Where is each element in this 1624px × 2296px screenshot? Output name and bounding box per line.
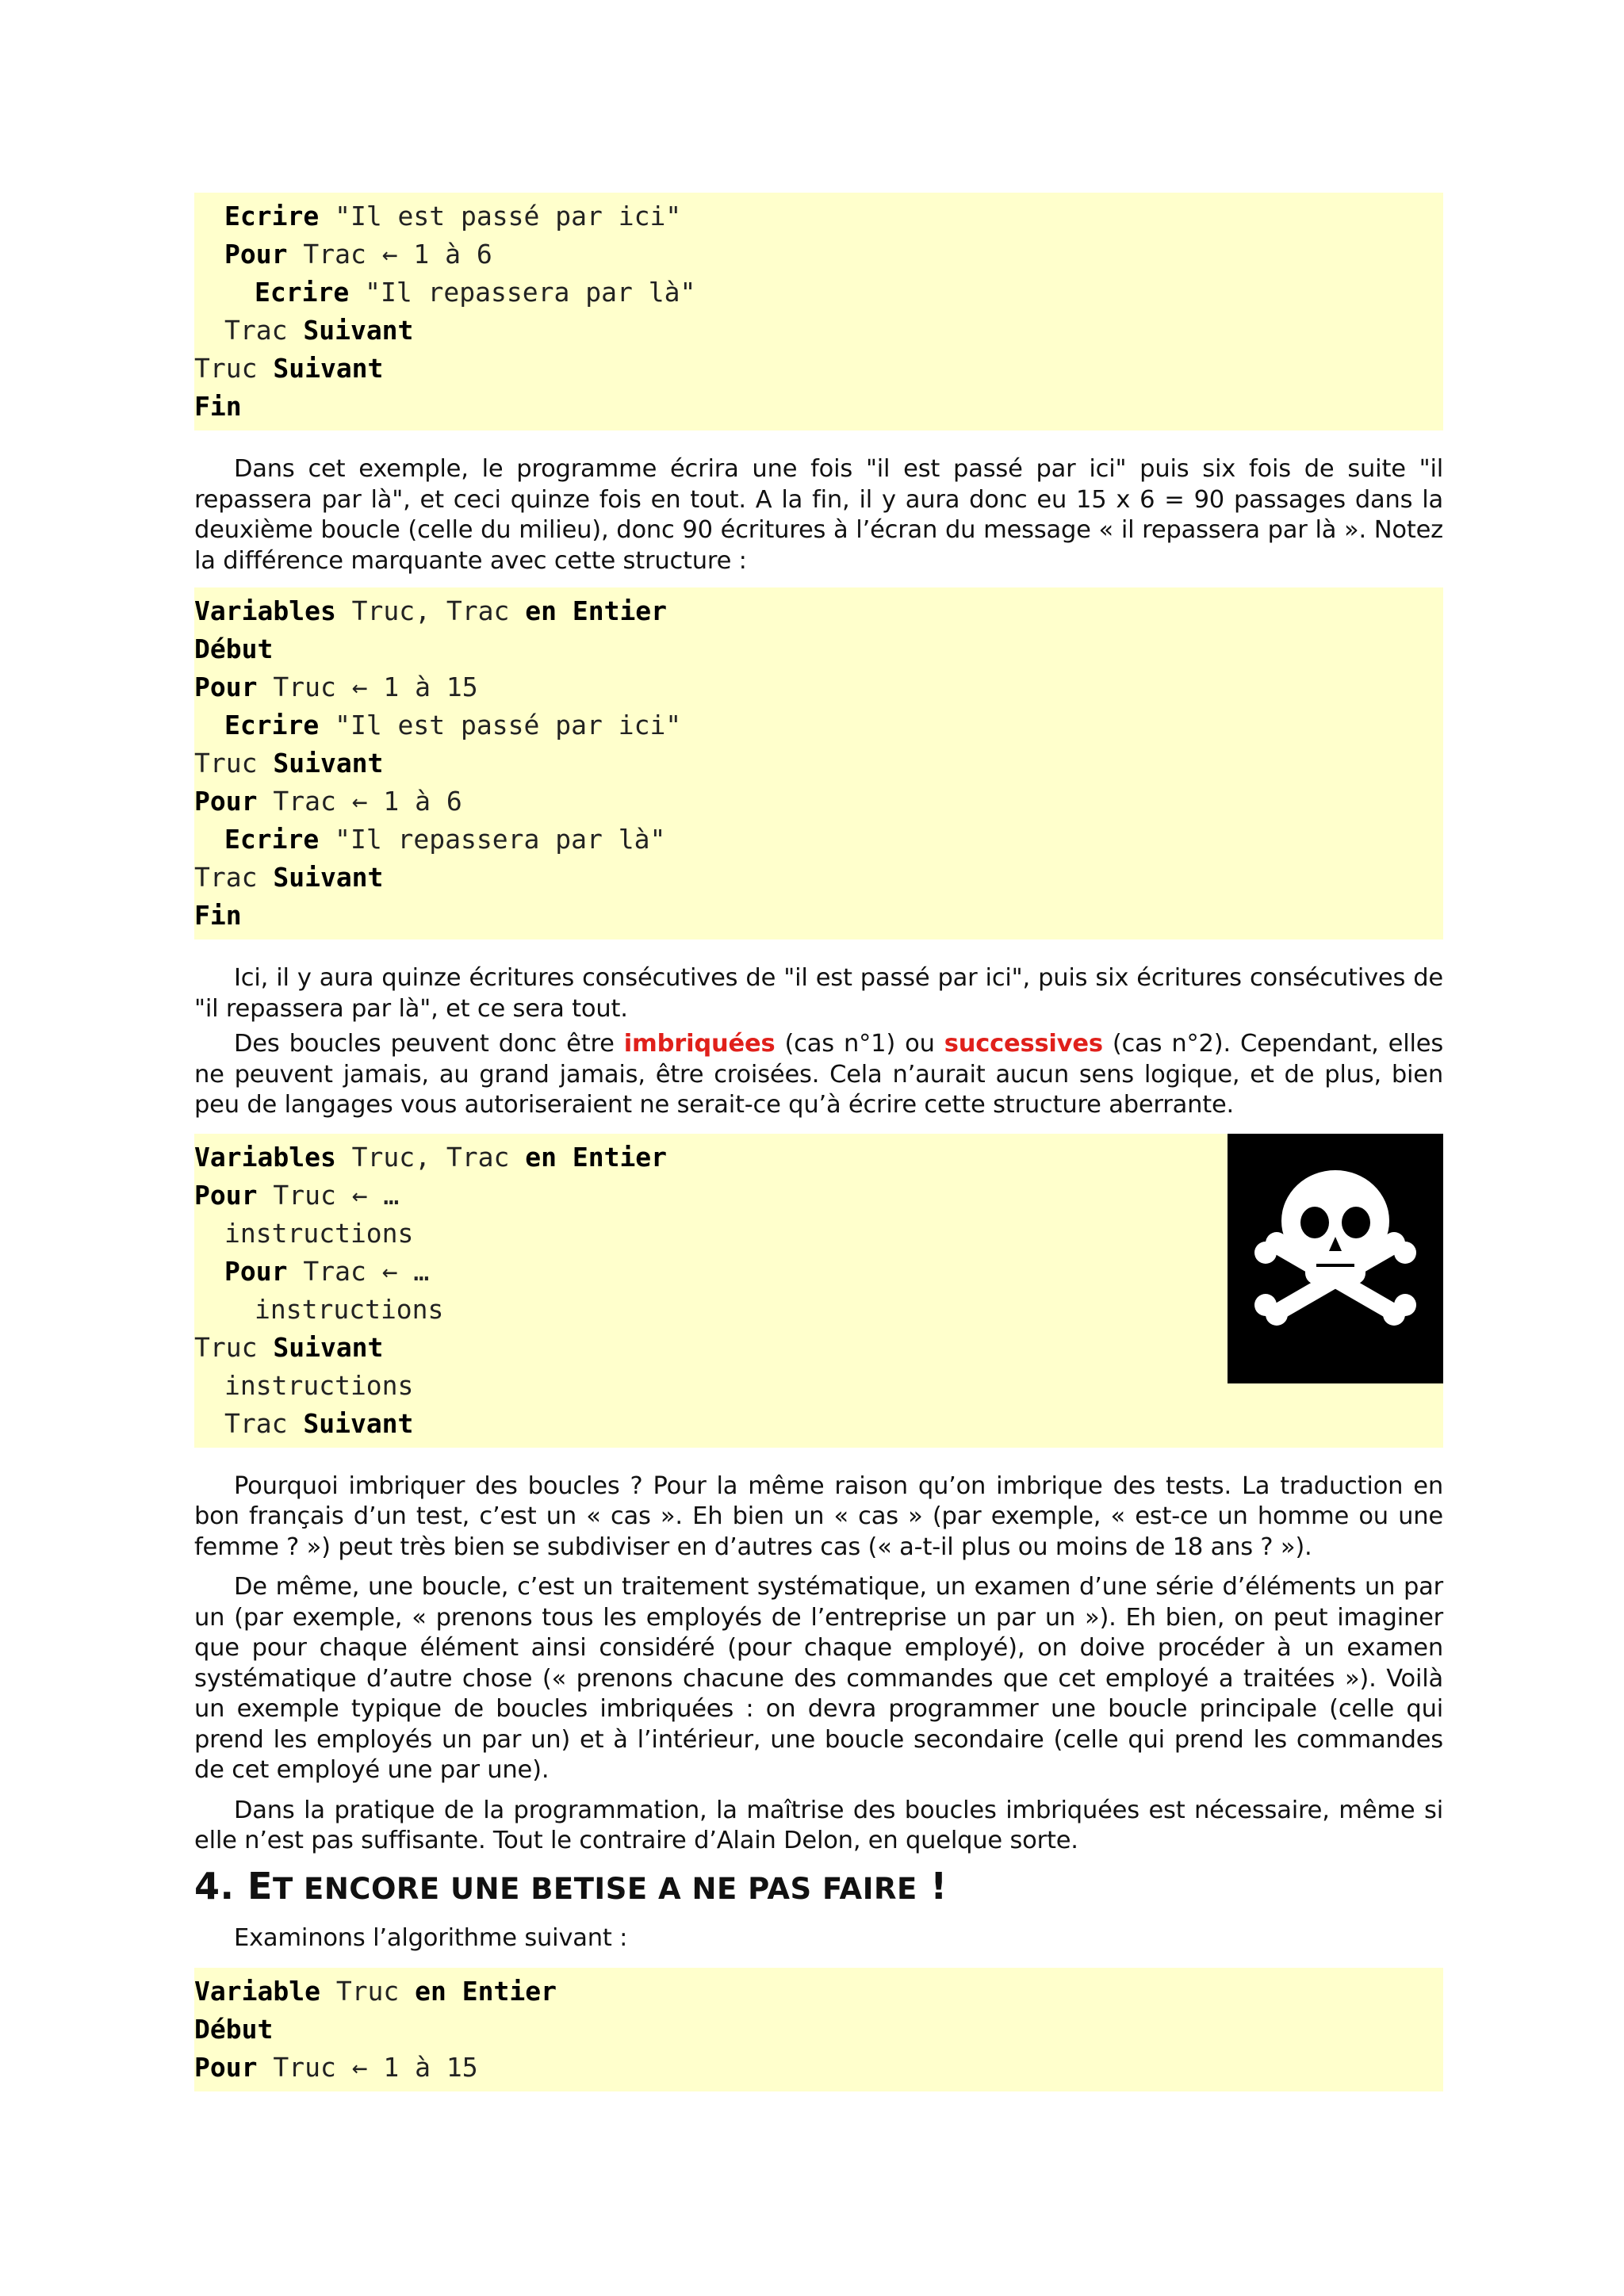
code-text: Truc	[320, 1976, 416, 2007]
code-keyword: Pour	[194, 786, 258, 817]
code-text: instructions	[224, 1369, 414, 1401]
code-text: Truc	[194, 748, 274, 779]
code-keyword: Début	[194, 2014, 274, 2045]
code-keyword: Variable	[194, 1976, 320, 2007]
code-line	[194, 350, 1443, 388]
code-keyword: en Entier	[525, 595, 668, 626]
paragraph-practice: Dans la pratique de la programmation, la maîtrise des boucles imbriquées est nécessaire, même si elle n’est pas suffisante. Tout le contraire d’Alain Delon, en quelque sorte.	[194, 1796, 1443, 1854]
code-keyword: en Entier	[415, 1976, 557, 2007]
code-keyword: Début	[194, 633, 274, 664]
code-text: Trac	[224, 1407, 304, 1439]
code-text: Truc	[194, 353, 274, 384]
paragraph-examine: Examinons l’algorithme suivant :	[234, 1923, 628, 1952]
code-text: instructions	[224, 1217, 414, 1249]
document-page	[194, 193, 1443, 2091]
code-keyword: Variables	[194, 1141, 336, 1173]
code-keyword: Ecrire	[255, 277, 350, 308]
code-text: Truc ← 1 à 15	[257, 2052, 478, 2083]
code-line	[194, 235, 1443, 274]
code-line	[194, 897, 1443, 935]
code-line	[194, 2049, 1443, 2087]
paragraph-crossed-loops	[194, 1029, 1443, 1121]
code-block-next-algorithm	[194, 1968, 1443, 2091]
highlight-successives: successives	[944, 1030, 1103, 1058]
paragraph-explanation-nested: Dans cet exemple, le programme écrira une fois "il est passé par ici" puis six fois de suite "il repassera par là", et ceci quinze fois en tout. A la fin, il y aura donc eu 15 x 6 = 90 passages dans la deuxième boucle (celle du milieu), donc 90 écritures à l’écran du message « il repassera par là ». Notez la différence marquante avec cette structure :	[194, 455, 1443, 575]
code-line	[194, 630, 1443, 668]
code-keyword: Suivant	[273, 353, 384, 384]
code-text: Trac	[224, 315, 304, 346]
code-line	[194, 706, 1443, 744]
code-block-successive-loops	[194, 587, 1443, 939]
code-text: Trac ← …	[287, 1255, 430, 1287]
code-text: Trac	[194, 862, 274, 893]
code-text: "Il est passé par ici"	[319, 710, 682, 740]
code-keyword: en Entier	[525, 1141, 668, 1173]
para3-text-a: Des boucles peuvent donc être	[234, 1030, 624, 1058]
section-heading	[194, 1865, 1443, 1908]
code-keyword: Ecrire	[224, 201, 320, 232]
code-keyword: Pour	[224, 239, 288, 270]
code-keyword: Variables	[194, 595, 336, 626]
code-keyword: Ecrire	[224, 824, 320, 855]
code-text: "Il repassera par là"	[349, 277, 696, 308]
para3-text-b: (cas n°1) ou	[775, 1030, 944, 1058]
code-keyword: Ecrire	[224, 710, 320, 740]
code-line	[194, 783, 1443, 821]
code-text: Truc, Trac	[335, 1141, 526, 1173]
heading-first-letter: E	[247, 1864, 273, 1908]
code-line	[194, 592, 1443, 630]
code-text: Truc ← …	[257, 1179, 400, 1211]
highlight-imbriquees: imbriquées	[623, 1030, 776, 1058]
heading-end: !	[917, 1864, 948, 1908]
code-text: Trac ← 1 à 6	[287, 239, 492, 270]
code-keyword: Suivant	[273, 748, 384, 779]
code-text: Trac ← 1 à 6	[257, 786, 462, 817]
skull-and-crossbones-icon	[1228, 1134, 1443, 1383]
paragraph-successive-result: Ici, il y aura quinze écritures consécutives de "il est passé par ici", puis six écritures consécutives de "il repassera par là", et ce sera tout.	[194, 964, 1443, 1023]
heading-rest: T ENCORE UNE BETISE A NE PAS FAIRE	[272, 1871, 917, 1906]
code-keyword: Fin	[194, 900, 242, 931]
code-text: Truc	[194, 1331, 274, 1363]
code-line	[194, 2011, 1443, 2049]
code-line	[194, 668, 1443, 706]
code-text: "Il repassera par là"	[319, 824, 666, 855]
heading-number: 4.	[194, 1864, 247, 1908]
paragraph-why-nest: Pourquoi imbriquer des boucles ? Pour la même raison qu’on imbrique des tests. La traduction en bon français d’un test, c’est un « cas ». Eh bien un « cas » (par exemple, « est-ce un homme ou une femme ? ») peut très bien se subdiviser en d’autres cas (« a-t-il plus ou moins de 18 ans ? »).	[194, 1471, 1443, 1561]
paragraph-systematic-loop: De même, une boucle, c’est un traitement systématique, un examen d’une série d’éléments un par un (par exemple, « prenons tous les employés de l’entreprise un par un »). Eh bien, on peut imaginer que pour chaque élément ainsi considéré (pour chaque employé), on doive procéder à un examen systématique d’autre chose (« prenons chacune des commandes que cet employé a traitées »). Voilà un exemple typique de boucles imbriquées : on devra programmer une boucle principale (celle qui prend les employés un par un) et à l’intérieur, une boucle secondaire (celle qui prend les commandes de cet employé une par une).	[194, 1573, 1443, 1784]
code-keyword: Pour	[194, 672, 258, 702]
code-keyword: Suivant	[273, 1331, 384, 1363]
code-text: Truc ← 1 à 15	[257, 672, 478, 702]
code-line	[194, 312, 1443, 350]
code-keyword: Suivant	[303, 1407, 414, 1439]
code-line	[194, 388, 1443, 426]
code-keyword: Pour	[224, 1255, 288, 1287]
code-text: Truc, Trac	[335, 595, 526, 626]
code-line	[194, 821, 1443, 859]
code-keyword: Pour	[194, 1179, 258, 1211]
code-keyword: Fin	[194, 391, 242, 422]
crossed-loops-block	[194, 1134, 1443, 1448]
code-keyword: Suivant	[303, 315, 414, 346]
code-line	[194, 744, 1443, 783]
code-line	[194, 1973, 1443, 2011]
code-text: instructions	[255, 1293, 444, 1325]
code-keyword: Pour	[194, 2052, 258, 2083]
code-text: "Il est passé par ici"	[319, 201, 682, 232]
code-block-nested-loop	[194, 193, 1443, 430]
code-line	[194, 274, 1443, 312]
code-line	[194, 859, 1443, 897]
code-line	[194, 1405, 1443, 1443]
code-keyword: Suivant	[273, 862, 384, 893]
code-line	[194, 197, 1443, 235]
para3-text-c: (cas n°2). Cependant, elles ne peuvent jamais, au grand jamais, être croisées. Cela n’aurait aucun sens logique, et de plus, bien peu de langages vous autoriseraient ne serait-ce qu’à écrire cette structure aberrante.	[194, 1030, 1444, 1119]
